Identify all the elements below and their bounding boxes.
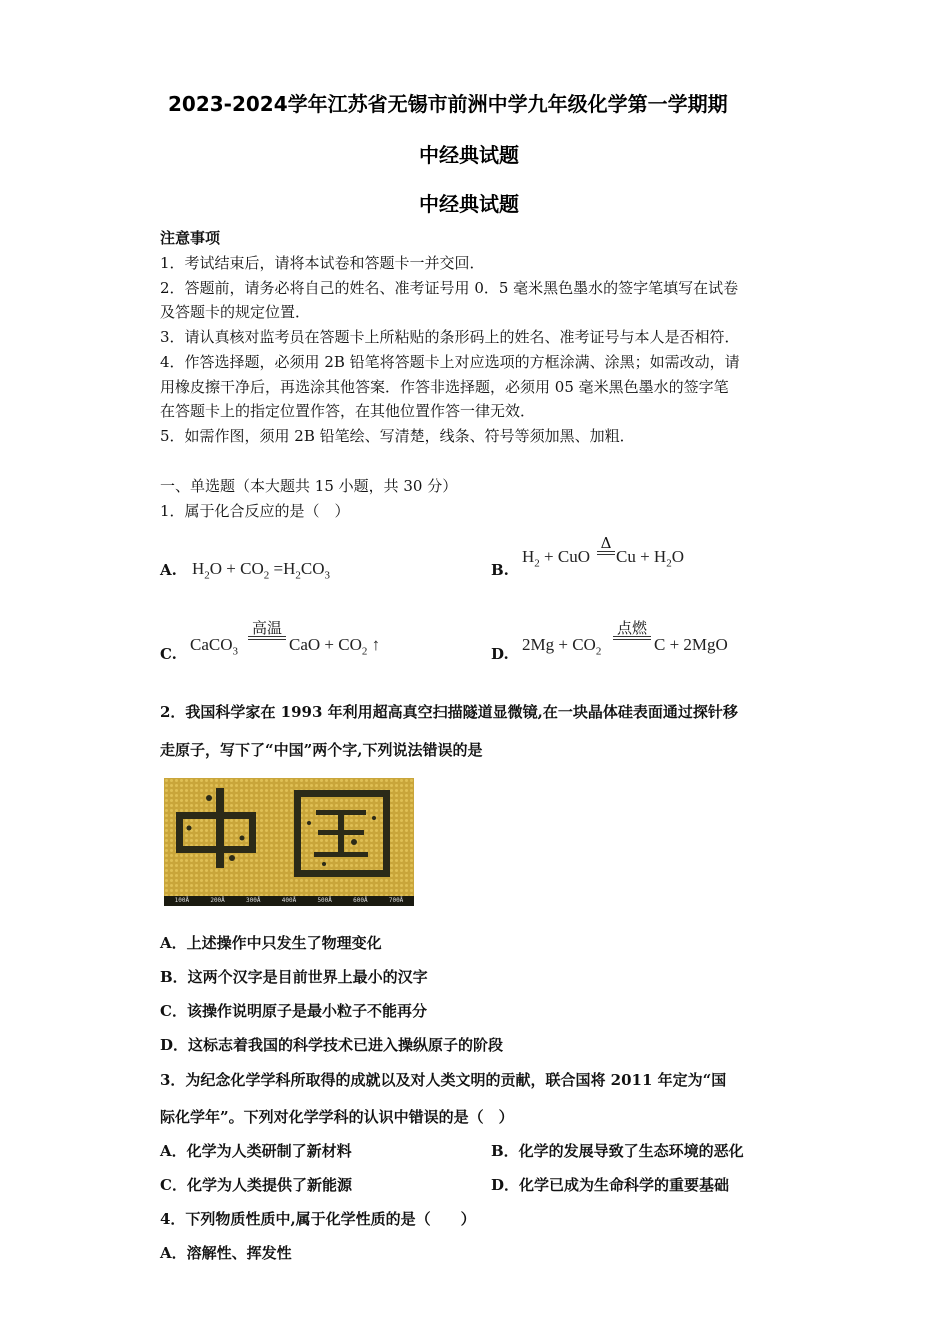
q2-option-d: D．这标志着我国的科学技术已进入操纵原子的阶段 [160,1036,504,1054]
notice-line: 及答题卡的规定位置． [160,303,311,321]
q3-stem-line1: 3．为纪念化学学科所取得的成就以及对人类文明的贡献，联合国将 2011 年定为“国 [160,1071,727,1089]
scale-tick: 300Å [246,897,261,904]
q4-stem: 4．下列物质性质中,属于化学性质的是（ ） [160,1210,476,1228]
high-temp-label: 高温 [251,619,282,637]
q1-option-b-equation-rhs: $Cu + H_2O$ [616,547,684,570]
q3-stem-line2: 际化学年”。下列对化学学科的认识中错误的是（ ） [160,1108,514,1126]
stm-scale-bar [164,896,414,906]
q1-stem: 1．属于化合反应的是（ ） [160,502,350,520]
q1-option-c-condition [248,620,286,640]
notice-line: 4．作答选择题，必须用 2B 铅笔将答题卡上对应选项的方框涂满、涂黑；如需改动，请 [160,353,740,371]
q2-stem-line1: 2．我国科学家在 1993 年利用超高真空扫描隧道显微镜,在一块晶体硅表面通过探针移 [160,703,738,721]
notice-line: 在答题卡上的指定位置作答，在其他位置作答一律无效． [160,402,536,420]
exam-title-line3: 中经典试题 [419,192,519,216]
q3-option-d: D．化学已成为生命科学的重要基础 [491,1176,730,1194]
stm-image [164,778,414,906]
q1-option-a-label: A. [160,561,177,579]
scale-tick: 600Å [353,897,368,904]
q1-option-b-label: B. [491,561,509,579]
q2-option-a: A．上述操作中只发生了物理变化 [160,934,382,952]
scale-tick: 500Å [317,897,332,904]
notice-line: 1．考试结束后，请将本试卷和答题卡一并交回． [160,254,485,272]
heat-symbol: Δ [600,534,612,552]
q1-option-d-equation-rhs: C + 2MgO [654,635,728,654]
q1-option-b-equation-lhs: $H_2$ + CuO [522,547,590,570]
q1-option-c-label: C. [160,645,177,663]
notice-line: 2．答题前，请务必将自己的姓名、准考证号用 0．5 毫米黑色墨水的签字笔填写在试卷 [160,279,739,297]
q4-option-a: A．溶解性、挥发性 [160,1244,292,1262]
q3-option-b: B．化学的发展导致了生态环境的恶化 [491,1142,744,1160]
notice-heading: 注意事项 [160,229,221,247]
q2-option-b: B．这两个汉字是目前世界上最小的汉字 [160,968,428,986]
exam-title-line1: 2023-2024学年江苏省无锡市前洲中学九年级化学第一学期期 [168,92,728,116]
scale-tick: 100Å [174,897,190,904]
q2-option-c: C．该操作说明原子是最小粒子不能再分 [160,1002,427,1020]
q3-option-a: A．化学为人类研制了新材料 [160,1142,352,1160]
exam-title-line2: 中经典试题 [419,143,519,167]
q1-option-a-equation: $H_2O + CO_2 =H_2CO_3$ [192,559,331,582]
q1-option-b-condition [597,535,615,555]
scale-tick: 700Å [388,897,404,904]
notice-line: 用橡皮擦干净后，再选涂其他答案．作答非选择题，必须用 05 毫米黑色墨水的签字笔 [160,378,729,396]
q1-option-d-equation-lhs: $2Mg + CO_2$ [522,635,602,658]
q1-option-c-equation-rhs: CaO + $CO_2$ ↑ [289,635,381,658]
notice-line: 5．如需作图，须用 2B 铅笔绘、写清楚，线条、符号等须加黑、加粗． [160,427,635,445]
scale-tick: 400Å [281,897,297,904]
q1-option-d-label: D. [491,645,509,663]
q1-option-d-condition [613,620,651,640]
scale-tick: 200Å [210,897,225,904]
notice-line: 3．请认真核对监考员在答题卡上所粘贴的条形码上的姓名、准考证号与本人是否相符． [160,328,740,346]
q1-option-c-equation-lhs: CaCO$_3$ [190,635,238,658]
ignite-label: 点燃 [616,619,647,637]
q2-stem-line2: 走原子，写下了“中国”两个字,下列说法错误的是 [160,741,483,759]
section-heading: 一、单选题（本大题共 15 小题，共 30 分） [160,477,458,495]
q3-option-c: C．化学为人类提供了新能源 [160,1176,352,1194]
stm-image-graphic [164,778,414,906]
